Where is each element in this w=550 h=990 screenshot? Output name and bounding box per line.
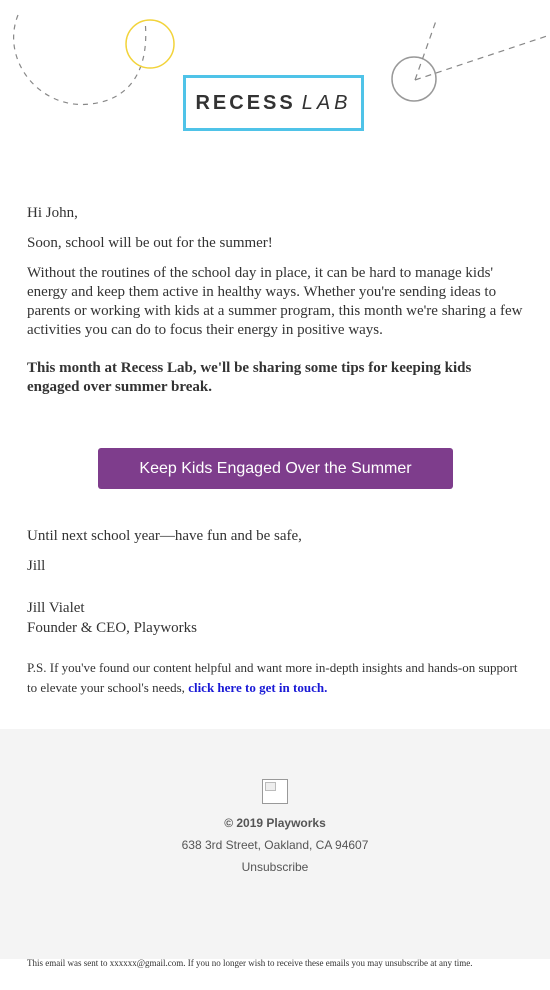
postscript: [27, 658, 527, 698]
email-header: [0, 0, 550, 180]
intro-text: Soon, school will be out for the summer!: [27, 235, 273, 251]
body-paragraph: Without the routines of the school day in place, it can be hard to manage kids' energy and keep them active in healthy ways. Whether you're sending ideas to parents or working with kids at a summer program, this month we're sharing a few activities you can do to focus their energy in positive ways.: [27, 265, 523, 338]
cta-button[interactable]: Keep Kids Engaged Over the Summer: [98, 448, 453, 489]
address: 638 3rd Street, Oakland, CA 94607: [181, 838, 369, 852]
copyright: © 2019 Playworks: [224, 816, 326, 830]
contact-link[interactable]: click here to get in touch.: [188, 680, 328, 695]
recess-lab-logo[interactable]: [183, 75, 364, 131]
signoff-name: Jill: [27, 558, 46, 574]
grey-circle: [392, 57, 436, 101]
signature-block: [27, 598, 197, 638]
closing-line: Until next school year—have fun and be safe,: [27, 528, 302, 544]
broken-image-icon: [262, 779, 288, 804]
logo-main-text: RECESS: [195, 91, 296, 114]
signature-name: Jill Vialet: [27, 600, 85, 616]
signature-title: Founder & CEO, Playworks: [27, 620, 197, 636]
dashed-arc-left: [14, 15, 146, 104]
logo-secondary-text: LAB: [301, 91, 352, 114]
bold-paragraph: This month at Recess Lab, we'll be sharing some tips for keeping kids engaged over summer break.: [27, 360, 472, 395]
email-footer: [0, 729, 550, 959]
fine-print: This email was sent to xxxxxx@gmail.com. If you no longer wish to receive these emails you may unsubscribe at any time.: [27, 958, 473, 968]
yellow-circle: [126, 20, 174, 68]
unsubscribe-link[interactable]: Unsubscribe: [241, 860, 309, 874]
greeting: Hi John,: [27, 205, 78, 221]
ps-text: P.S. If you've found our content helpful and want more in-depth insights and hands-on support to elevate your school's needs,: [27, 660, 518, 695]
